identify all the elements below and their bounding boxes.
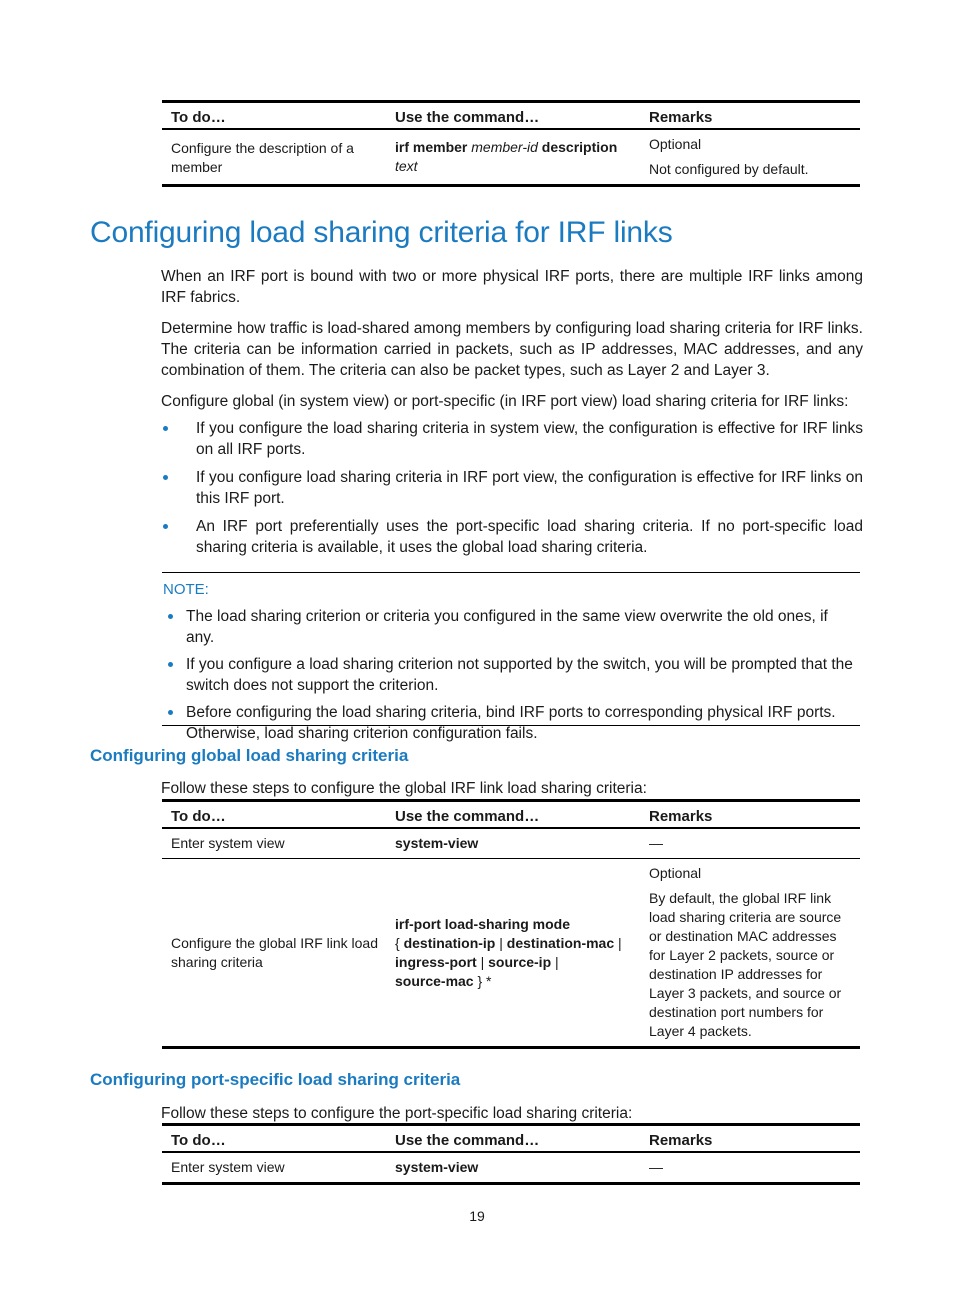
remarks-line: Optional — [649, 136, 702, 152]
column-header: Remarks — [640, 102, 860, 130]
remarks-cell — [640, 859, 860, 1048]
command-cell: system-view — [386, 1152, 640, 1184]
command-keyword: irf member — [395, 139, 468, 155]
table-row — [162, 828, 860, 859]
separator: | — [499, 934, 503, 951]
command-argument: text — [395, 158, 418, 174]
todo-cell: Enter system view — [171, 835, 285, 851]
column-header: Use the command… — [386, 102, 640, 130]
command-option: source-mac — [395, 972, 474, 989]
page-title: Configuring load sharing criteria for IRF links — [90, 216, 673, 249]
command-table-top — [162, 100, 860, 187]
remarks-cell: — — [640, 1152, 860, 1184]
command-keyword: irf-port load-sharing mode — [395, 915, 570, 932]
command-option: destination-mac — [506, 934, 615, 951]
list-item: If you configure load sharing criteria in IRF port view, the configuration is effective for IRF links on this IRF port. — [161, 467, 863, 509]
command-option: destination-ip — [403, 934, 496, 951]
note-item: Before configuring the load sharing criteria, bind IRF ports to corresponding physical IRF ports. Otherwise, load sharing criterion configuration fails. — [162, 702, 860, 744]
section-heading: Configuring global load sharing criteria — [90, 746, 409, 765]
column-header: Use the command… — [386, 801, 640, 829]
brace: } * — [477, 972, 492, 989]
remarks-cell — [640, 129, 860, 186]
command-option: source-ip — [488, 953, 552, 970]
remarks-line: By default, the global IRF link load sharing criteria are source or destination MAC addresses for Layer 2 packets, source or destination IP addresses for Layer 3 packets, and source or destination port numbers for Layer 4 packets. — [649, 890, 842, 1039]
column-header: To do… — [162, 801, 386, 829]
bullet-list — [161, 418, 863, 565]
table-row — [162, 129, 860, 186]
note-box — [162, 572, 860, 742]
remarks-line: Not configured by default. — [649, 161, 809, 177]
paragraph: Follow these steps to configure the global IRF link load sharing criteria: — [161, 780, 647, 797]
separator: | — [480, 953, 485, 970]
paragraph: When an IRF port is bound with two or more physical IRF ports, there are multiple IRF links among IRF fabrics. — [161, 268, 863, 306]
command-cell: system-view — [395, 835, 479, 851]
table-header-row — [162, 801, 860, 829]
note-list — [162, 606, 860, 750]
command-table-global — [162, 799, 860, 1049]
brace: { — [395, 934, 400, 951]
column-header: Use the command… — [386, 1125, 640, 1153]
note-item: The load sharing criterion or criteria you configured in the same view overwrite the old ones, if any. — [162, 606, 860, 648]
section-heading: Configuring port-specific load sharing criteria — [90, 1070, 461, 1089]
paragraph: Configure global (in system view) or port-specific (in IRF port view) load sharing criteria for IRF links: — [161, 393, 849, 410]
note-item: If you configure a load sharing criterion not supported by the switch, you will be prompted that the switch does not support the criterion. — [162, 654, 860, 696]
command-argument: member-id — [471, 139, 538, 155]
column-header: To do… — [162, 1125, 386, 1153]
todo-cell: Enter system view — [162, 1152, 386, 1184]
page-number: 19 — [469, 1208, 485, 1224]
todo-cell: Configure the description of a member — [162, 129, 386, 186]
command-keyword: description — [541, 139, 618, 155]
todo-cell: Configure the global IRF link load sharing criteria — [162, 859, 386, 1048]
list-item: An IRF port preferentially uses the port-specific load sharing criteria. If no port-specific load sharing criteria is available, it uses the global load sharing criteria. — [161, 516, 863, 558]
column-header: To do… — [162, 102, 386, 130]
list-item: If you configure the load sharing criteria in system view, the configuration is effective for IRF links on all IRF ports. — [161, 418, 863, 460]
command-table-port — [162, 1123, 860, 1185]
remarks-cell: — — [649, 835, 663, 851]
separator: | — [555, 953, 559, 970]
command-option: ingress-port — [395, 953, 477, 970]
table-row — [162, 859, 860, 1048]
table-header-row — [162, 1125, 860, 1153]
note-label: NOTE: — [163, 581, 209, 598]
command-cell — [386, 859, 640, 1048]
paragraph: Follow these steps to configure the port-specific load sharing criteria: — [161, 1105, 633, 1122]
table-header-row — [162, 102, 860, 130]
paragraph: Determine how traffic is load-shared among members by configuring load sharing criteria for IRF links. The criteria can be information carried in packets, such as IP addresses, MAC addresses, and any combination of them. The criteria can also be packet types, such as Layer 2 and Layer 3. — [161, 320, 863, 379]
column-header: Remarks — [640, 1125, 860, 1153]
remarks-line: Optional — [649, 865, 702, 881]
table-row — [162, 1152, 860, 1184]
column-header: Remarks — [640, 801, 860, 829]
separator: | — [618, 934, 622, 951]
command-cell — [386, 129, 640, 186]
